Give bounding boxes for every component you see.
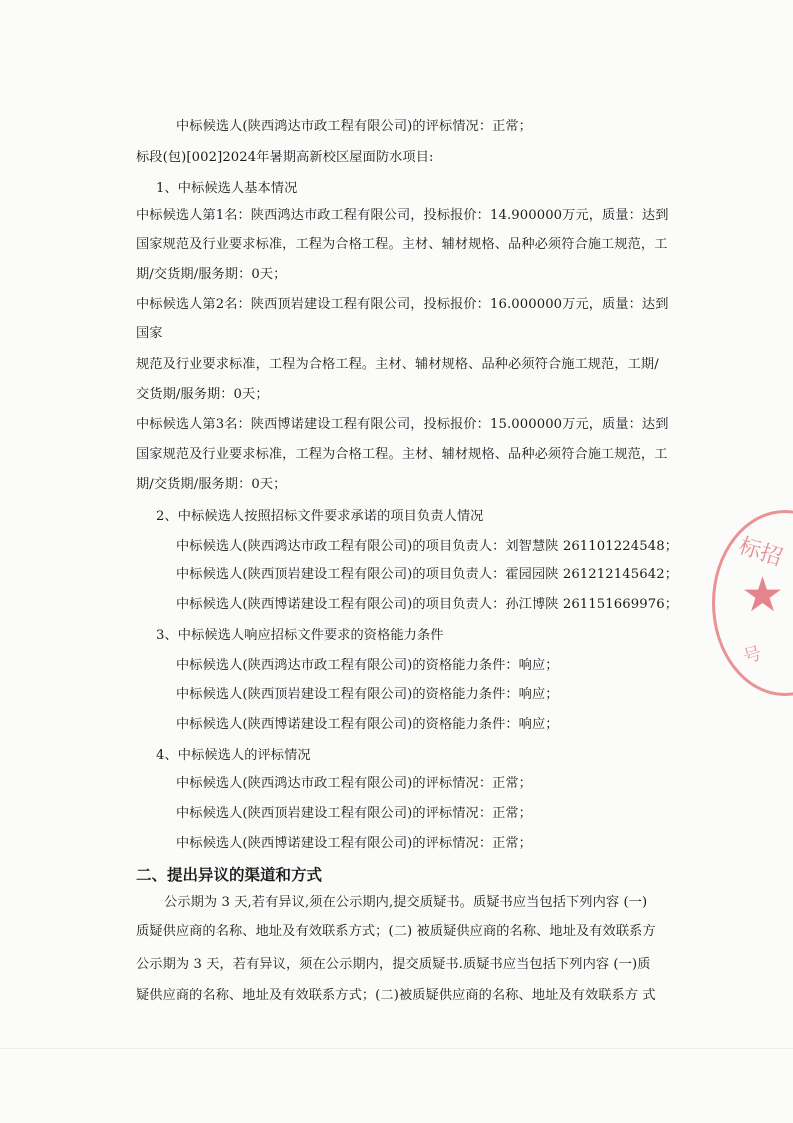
seal-text: 标招 (735, 533, 786, 572)
qualification-line: 中标候选人(陕西鸿达市政工程有限公司)的资格能力条件：响应； (176, 658, 559, 673)
leader-line: 中标候选人(陕西鸿达市政工程有限公司)的项目负责人：刘智慧陕 261101224548； (176, 539, 678, 554)
objection-paragraph-line: 公示期为 3 天，若有异议，须在公示期内，提交质疑书.质疑书应当包括下列内容 (一)质 (136, 957, 651, 972)
candidate-3-line: 中标候选人第3名：陕西博诺建设工程有限公司，投标报价：15.000000万元，质量：达到 (136, 417, 669, 432)
candidate-2-line: 中标候选人第2名：陕西顶岩建设工程有限公司，投标报价：16.000000万元，质量：达到 (136, 297, 669, 312)
leader-line: 中标候选人(陕西顶岩建设工程有限公司)的项目负责人：霍园园陕 261212145642； (176, 567, 678, 582)
subheading-qualification: 3、中标候选人响应招标文件要求的资格能力条件 (156, 628, 444, 643)
page-bottom-rule (0, 1048, 793, 1049)
official-seal (712, 510, 793, 696)
leader-line: 中标候选人(陕西博诺建设工程有限公司)的项目负责人：孙江博陕 261151669976； (176, 597, 678, 612)
evaluation-line: 中标候选人(陕西顶岩建设工程有限公司)的评标情况：正常； (176, 806, 532, 821)
candidate-1-line: 国家规范及行业要求标准，工程为合格工程。主材、辅材规格、品种必须符合施工规范，工 (136, 237, 668, 252)
objection-paragraph-line: 质疑供应商的名称、地址及有效联系方式；(二) 被质疑供应商的名称、地址及有效联系方 (136, 924, 656, 939)
star-icon: ★ (741, 567, 785, 623)
candidate-1-line: 期/交货期/服务期：0天； (136, 267, 287, 282)
candidate-2-line: 国家 (136, 326, 163, 341)
objection-paragraph-line: 公示期为 3 天,若有异议,须在公示期内,提交质疑书。质疑书应当包括下列内容 (一) (164, 895, 648, 910)
candidate-1-line: 中标候选人第1名：陕西鸿达市政工程有限公司，投标报价：14.900000万元，质量：达到 (136, 208, 669, 223)
candidate-2-line: 交货期/服务期：0天； (136, 387, 269, 402)
qualification-line: 中标候选人(陕西博诺建设工程有限公司)的资格能力条件：响应； (176, 717, 559, 732)
subheading-basic-info: 1、中标候选人基本情况 (156, 181, 298, 196)
subheading-evaluation: 4、中标候选人的评标情况 (156, 748, 311, 763)
candidate-2-line: 规范及行业要求标准，工程为合格工程。主材、辅材规格、品种必须符合施工规范，工期/ (136, 357, 659, 372)
evaluation-line: 中标候选人(陕西博诺建设工程有限公司)的评标情况：正常； (176, 836, 532, 851)
candidate-3-line: 期/交货期/服务期：0天； (136, 477, 287, 492)
section-title: 标段(包)[002]2024年暑期高新校区屋面防水项目: (136, 150, 434, 165)
eval-status-line: 中标候选人(陕西鸿达市政工程有限公司)的评标情况：正常； (176, 119, 532, 134)
section-heading-objection: 二、提出异议的渠道和方式 (136, 866, 323, 884)
objection-paragraph-line: 疑供应商的名称、地址及有效联系方式；(二)被质疑供应商的名称、地址及有效联系方 式 (136, 988, 656, 1003)
qualification-line: 中标候选人(陕西顶岩建设工程有限公司)的资格能力条件：响应； (176, 687, 559, 702)
candidate-3-line: 国家规范及行业要求标准，工程为合格工程。主材、辅材规格、品种必须符合施工规范，工 (136, 447, 668, 462)
subheading-project-leader: 2、中标候选人按照招标文件要求承诺的项目负责人情况 (156, 509, 484, 524)
seal-bottom-text: 号 (741, 643, 764, 668)
evaluation-line: 中标候选人(陕西鸿达市政工程有限公司)的评标情况：正常； (176, 776, 532, 791)
